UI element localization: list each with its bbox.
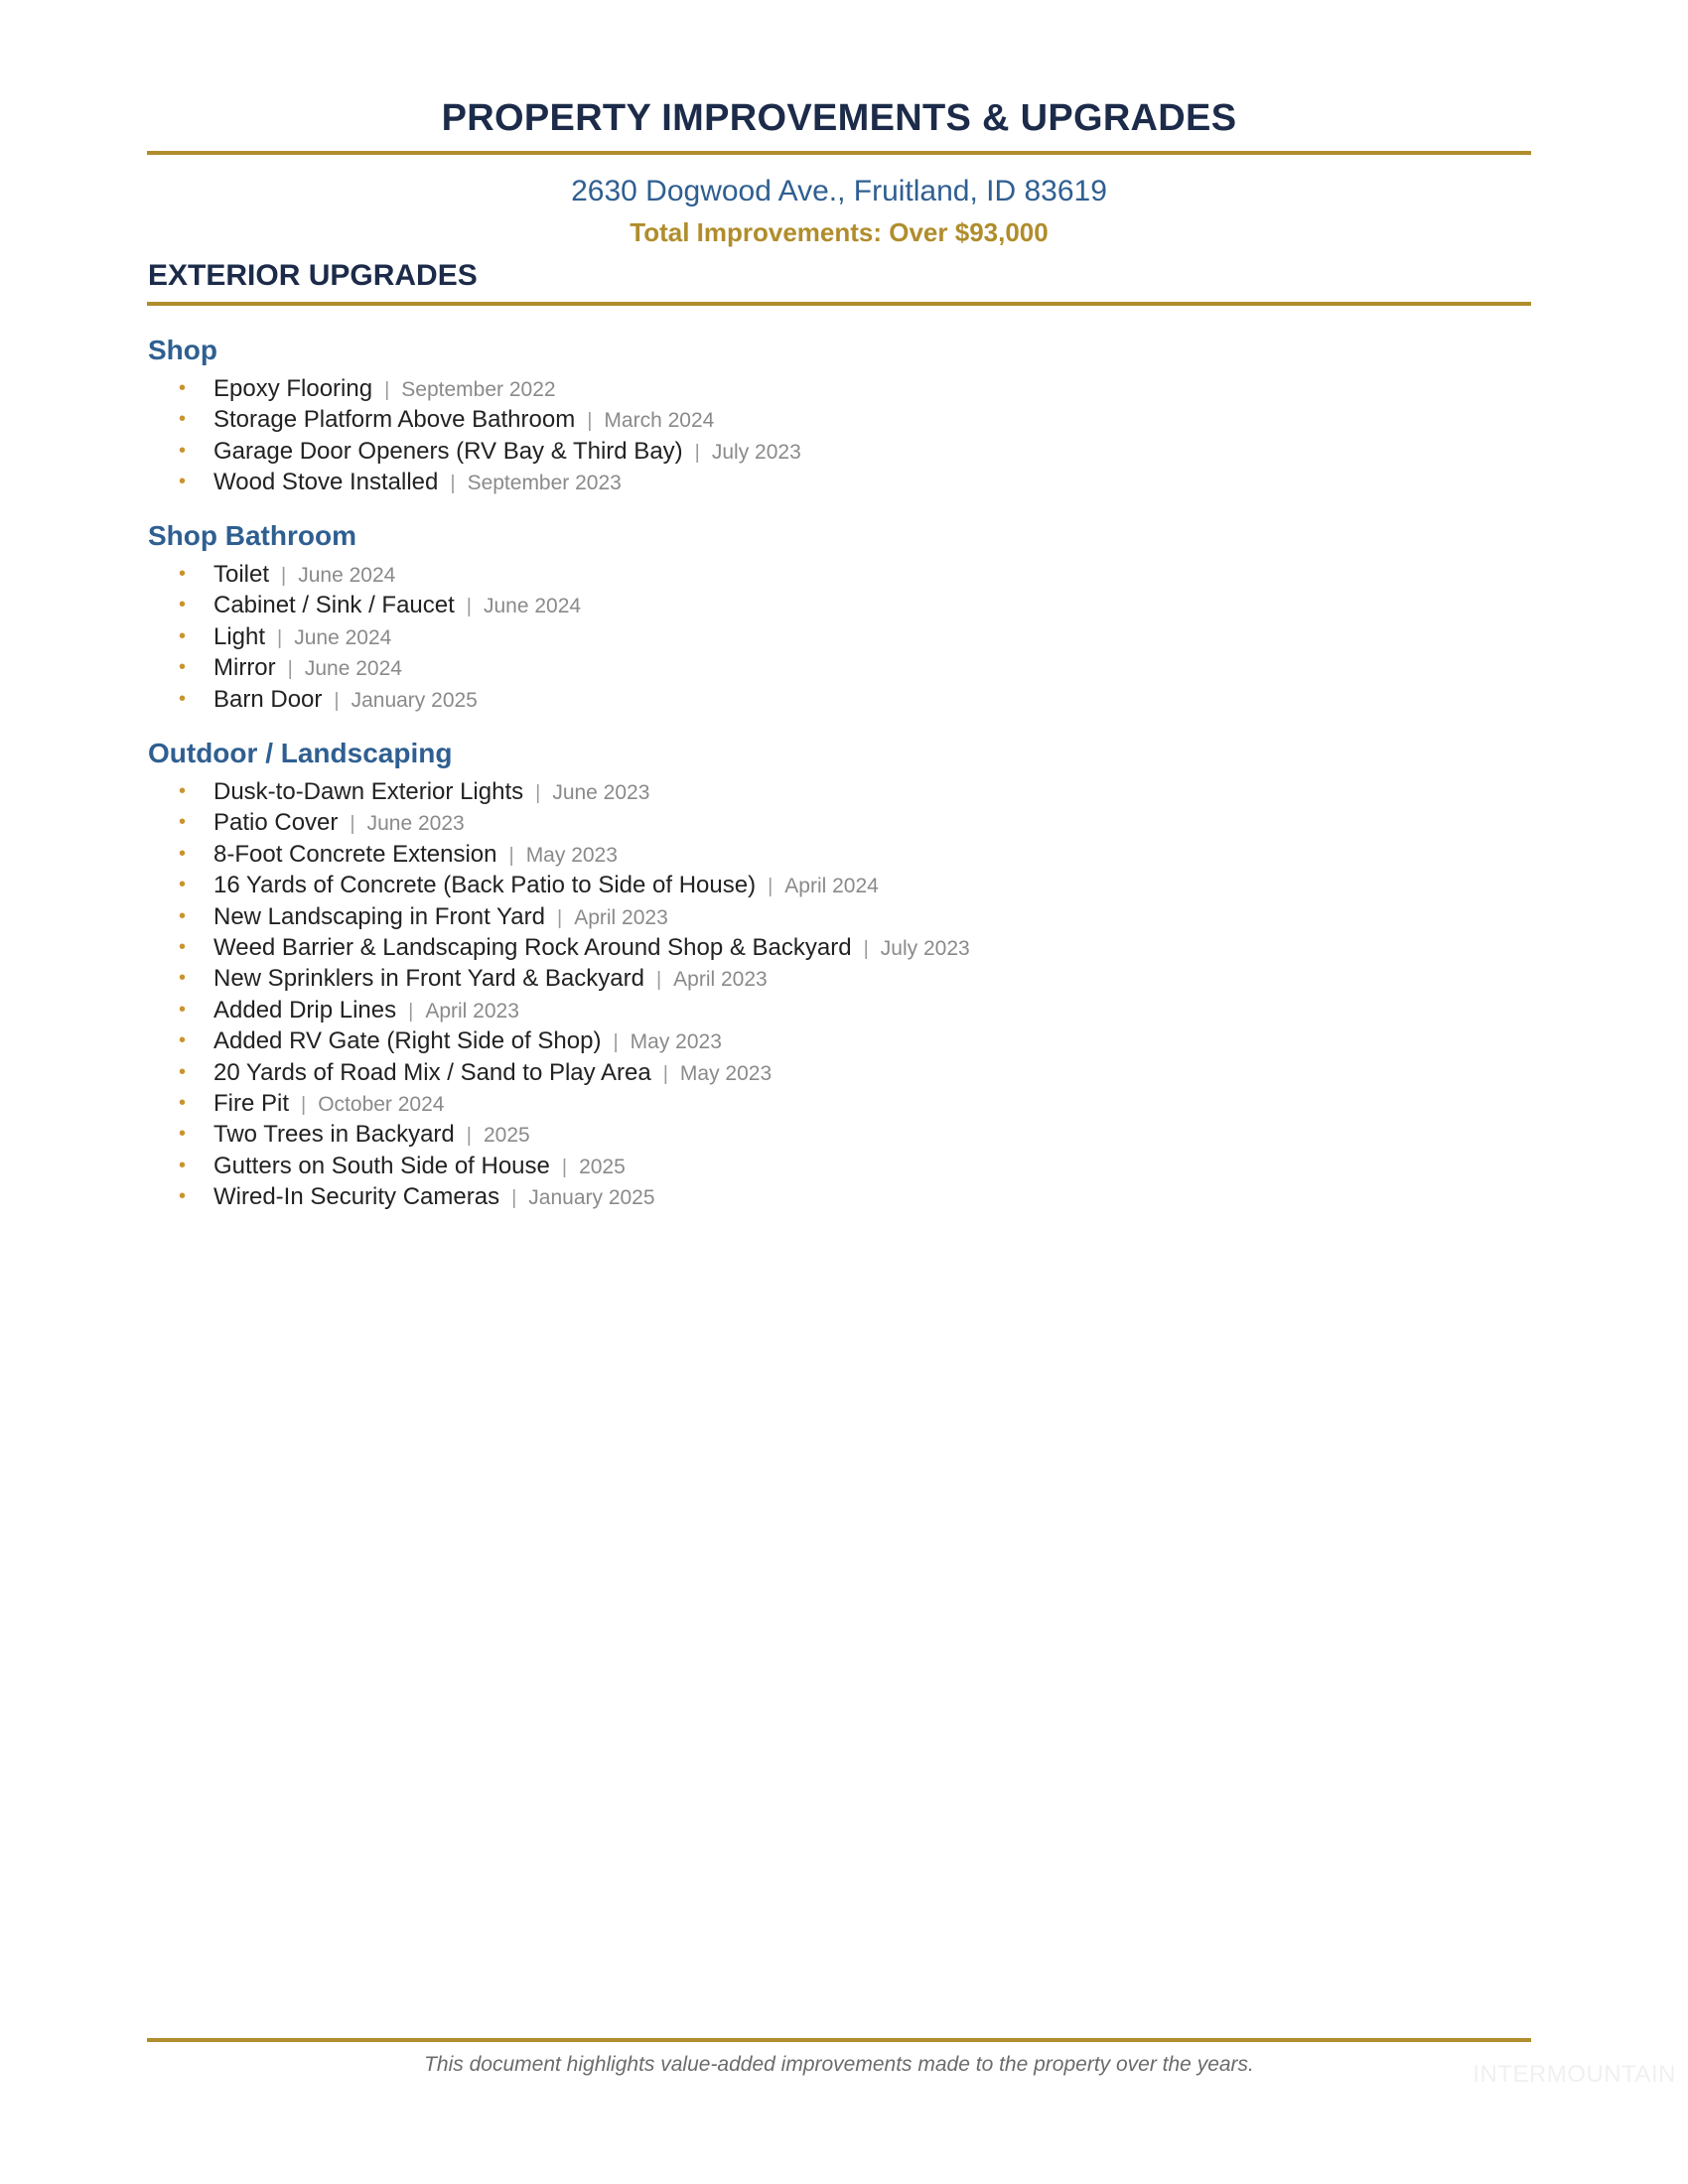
separator: | xyxy=(466,1125,472,1148)
item-date: April 2024 xyxy=(784,875,879,898)
item-name: Toilet xyxy=(213,561,270,588)
page-title: PROPERTY IMPROVEMENTS & UPGRADES xyxy=(441,97,1237,139)
item-name: Gutters on South Side of House xyxy=(213,1152,550,1179)
item-name: Cabinet / Sink / Faucet xyxy=(213,592,455,619)
item-list xyxy=(148,373,801,498)
bullet-icon: • xyxy=(179,1029,187,1052)
item-name: New Sprinklers in Front Yard & Backyard xyxy=(213,965,644,993)
bullet-icon: • xyxy=(179,1154,187,1176)
item-date: May 2023 xyxy=(525,843,618,867)
item-date: March 2024 xyxy=(604,409,715,433)
list-item xyxy=(148,404,801,435)
item-date: October 2024 xyxy=(318,1092,445,1116)
list-item xyxy=(148,839,970,870)
separator: | xyxy=(694,441,700,464)
list-item xyxy=(148,467,801,497)
item-name: 20 Yards of Road Mix / Sand to Play Area xyxy=(213,1058,651,1086)
bullet-icon: • xyxy=(179,656,187,679)
list-item xyxy=(148,1151,970,1181)
bullet-icon: • xyxy=(179,811,187,834)
section-title: EXTERIOR UPGRADES xyxy=(148,259,478,292)
separator: | xyxy=(277,626,283,649)
bullet-icon: • xyxy=(179,874,187,896)
item-name: 8-Foot Concrete Extension xyxy=(213,840,497,868)
separator: | xyxy=(408,1000,414,1023)
item-date: June 2024 xyxy=(294,625,392,649)
item-name: Added RV Gate (Right Side of Shop) xyxy=(213,1027,602,1055)
group-shop xyxy=(148,334,801,498)
item-name: Garage Door Openers (RV Bay & Third Bay) xyxy=(213,437,683,465)
item-list xyxy=(148,559,581,715)
group-title: Shop xyxy=(148,335,217,365)
separator: | xyxy=(613,1031,619,1054)
item-date: July 2023 xyxy=(711,440,801,464)
item-date: May 2023 xyxy=(630,1030,722,1054)
list-item xyxy=(148,559,581,590)
separator: | xyxy=(334,689,340,712)
item-name: Light xyxy=(213,622,266,650)
item-name: Wired-In Security Cameras xyxy=(213,1183,500,1211)
list-item xyxy=(148,1025,970,1056)
footer-divider xyxy=(147,2038,1531,2042)
item-date: June 2024 xyxy=(484,595,582,618)
bullet-icon: • xyxy=(179,624,187,647)
bullet-icon: • xyxy=(179,594,187,616)
bullet-icon: • xyxy=(179,377,187,399)
bullet-icon: • xyxy=(179,780,187,802)
item-date: June 2023 xyxy=(552,781,650,804)
separator: | xyxy=(384,379,390,401)
list-item xyxy=(148,590,581,620)
item-date: May 2023 xyxy=(679,1061,773,1085)
separator: | xyxy=(561,1156,568,1178)
list-item xyxy=(148,436,801,467)
item-date: 2025 xyxy=(579,1155,626,1178)
separator: | xyxy=(768,876,774,898)
item-name: Patio Cover xyxy=(213,809,339,837)
separator: | xyxy=(450,473,456,495)
item-date: September 2022 xyxy=(401,378,556,401)
bullet-icon: • xyxy=(179,687,187,710)
separator: | xyxy=(466,596,472,618)
bullet-icon: • xyxy=(179,1091,187,1114)
item-name: 16 Yards of Concrete (Back Patio to Side of House) xyxy=(213,872,757,899)
group-shop-bathroom xyxy=(148,519,581,715)
item-date: January 2025 xyxy=(351,688,478,712)
watermark: INTERMOUNTAIN xyxy=(1473,2061,1676,2088)
item-date: July 2023 xyxy=(880,936,970,960)
separator: | xyxy=(662,1062,668,1085)
separator: | xyxy=(535,782,541,804)
list-item xyxy=(148,1088,970,1119)
item-name: Barn Door xyxy=(213,685,323,713)
item-date: June 2023 xyxy=(366,812,465,836)
bullet-icon: • xyxy=(179,563,187,585)
bullet-icon: • xyxy=(179,439,187,462)
list-item xyxy=(148,807,970,838)
list-item xyxy=(148,621,581,652)
list-item xyxy=(148,932,970,963)
list-item xyxy=(148,1181,970,1212)
separator: | xyxy=(301,1093,307,1116)
property-address: 2630 Dogwood Ave., Fruitland, ID 83619 xyxy=(571,175,1107,207)
group-title: Outdoor / Landscaping xyxy=(148,738,453,768)
bullet-icon: • xyxy=(179,842,187,865)
item-date: September 2023 xyxy=(467,472,622,495)
bullet-icon: • xyxy=(179,904,187,927)
item-date: April 2023 xyxy=(673,968,768,992)
item-date: January 2025 xyxy=(528,1186,655,1210)
item-date: April 2023 xyxy=(574,905,668,929)
bullet-icon: • xyxy=(179,967,187,990)
separator: | xyxy=(556,906,563,929)
bullet-icon: • xyxy=(179,471,187,493)
bullet-icon: • xyxy=(179,998,187,1021)
list-item xyxy=(148,776,970,807)
bullet-icon: • xyxy=(179,1185,187,1208)
item-name: Mirror xyxy=(213,654,276,682)
list-item xyxy=(148,1119,970,1150)
item-name: Weed Barrier & Landscaping Rock Around Shop & Backyard xyxy=(213,933,852,961)
bullet-icon: • xyxy=(179,1060,187,1083)
list-item xyxy=(148,1057,970,1088)
item-name: Added Drip Lines xyxy=(213,996,397,1024)
separator: | xyxy=(281,565,287,587)
item-date: 2025 xyxy=(483,1124,530,1148)
item-name: Fire Pit xyxy=(213,1089,290,1117)
list-item xyxy=(148,652,581,683)
item-name: Storage Platform Above Bathroom xyxy=(213,406,576,434)
separator: | xyxy=(511,1187,517,1210)
list-item xyxy=(148,995,970,1025)
separator: | xyxy=(863,937,869,960)
list-item xyxy=(148,684,581,715)
item-name: Two Trees in Backyard xyxy=(213,1121,455,1149)
total-improvements: Total Improvements: Over $93,000 xyxy=(630,217,1049,247)
title-divider xyxy=(147,151,1531,155)
list-item xyxy=(148,901,970,932)
bullet-icon: • xyxy=(179,935,187,958)
list-item xyxy=(148,963,970,994)
bullet-icon: • xyxy=(179,1123,187,1146)
bullet-icon: • xyxy=(179,408,187,431)
footer-note: This document highlights value-added improvements made to the property over the years. xyxy=(424,2053,1254,2076)
separator: | xyxy=(508,844,514,867)
list-item xyxy=(148,373,801,404)
item-name: Dusk-to-Dawn Exterior Lights xyxy=(213,778,524,805)
separator: | xyxy=(350,813,355,836)
list-item xyxy=(148,870,970,900)
item-name: Wood Stove Installed xyxy=(213,469,439,496)
section-divider xyxy=(147,302,1531,306)
separator: | xyxy=(287,658,293,681)
group-outdoor-landscaping xyxy=(148,737,970,1212)
separator: | xyxy=(655,969,662,992)
item-date: June 2024 xyxy=(304,657,402,681)
item-name: New Landscaping in Front Yard xyxy=(213,902,545,930)
item-list xyxy=(148,776,970,1212)
item-date: June 2024 xyxy=(298,564,396,587)
item-name: Epoxy Flooring xyxy=(213,375,373,402)
group-title: Shop Bathroom xyxy=(148,520,356,551)
separator: | xyxy=(587,410,593,433)
item-date: April 2023 xyxy=(425,999,519,1023)
